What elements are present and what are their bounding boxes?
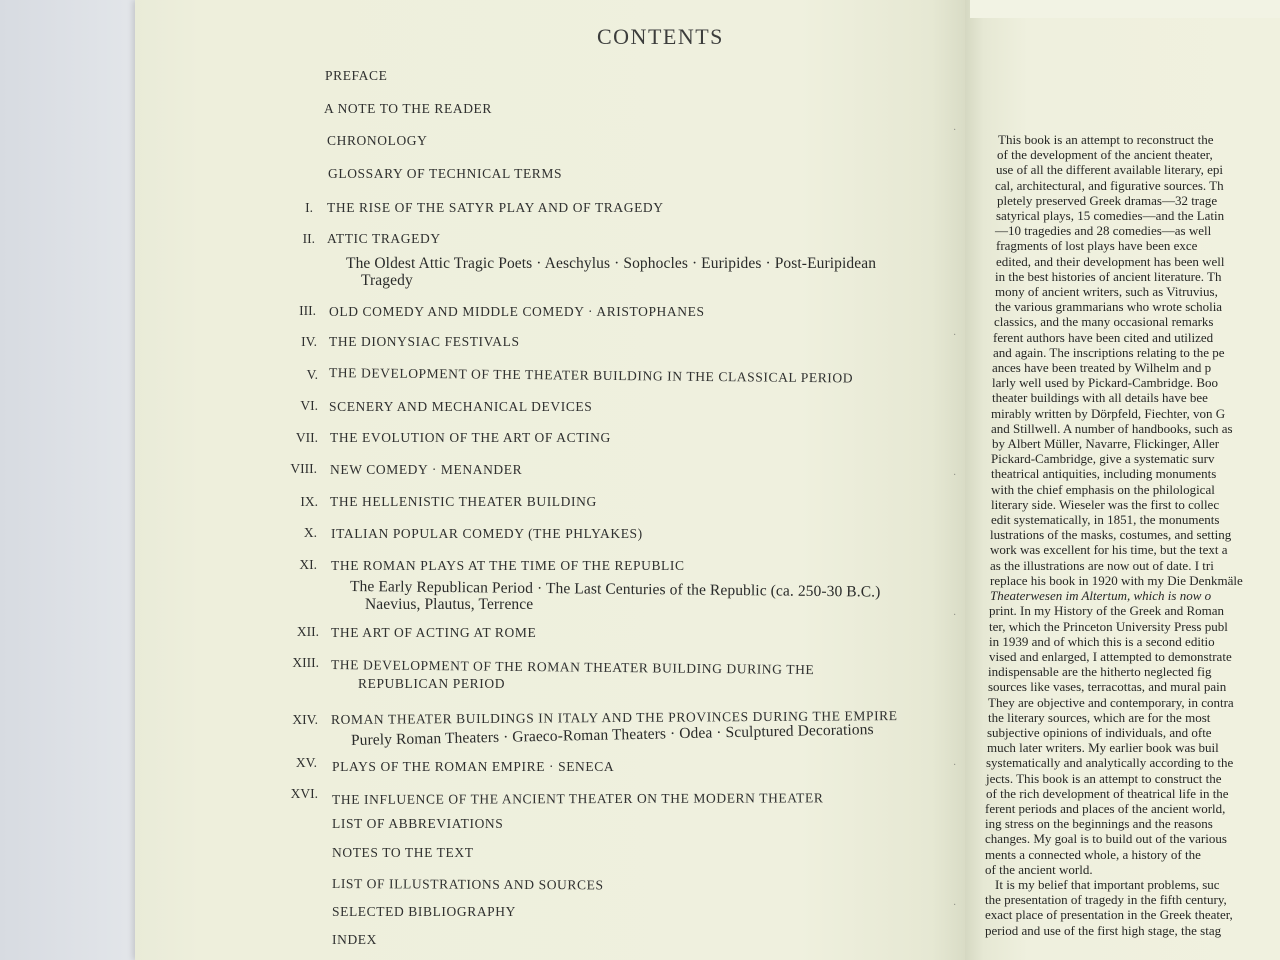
chapter-title: THE ART OF ACTING AT ROME xyxy=(331,625,537,640)
chapter-number: XVI. xyxy=(290,786,318,801)
toc-bibliography: SELECTED BIBLIOGRAPHY xyxy=(332,904,516,919)
toc-preface: PREFACE xyxy=(325,68,388,83)
preface-line: Pickard-Cambridge, give a systematic surv xyxy=(991,451,1215,467)
preface-line: and Stillwell. A number of handbooks, such as xyxy=(991,420,1233,436)
chapter-title: THE HELLENISTIC THEATER BUILDING xyxy=(330,494,597,509)
toc-glossary: GLOSSARY OF TECHNICAL TERMS xyxy=(328,166,563,181)
chapter-title: THE EVOLUTION OF THE ART OF ACTING xyxy=(330,430,611,445)
chapter-title: NEW COMEDY · MENANDER xyxy=(330,462,523,477)
preface-line: ter, which the Princeton University Press publ xyxy=(989,618,1228,634)
gutter-mark: · xyxy=(953,760,957,771)
preface-line: subjective opinions of individuals, and ofte xyxy=(987,724,1212,740)
preface-line: mony of ancient writers, such as Vitruvius, xyxy=(995,284,1218,300)
preface-line: larly well used by Pickard-Cambridge. Boo xyxy=(992,375,1219,391)
chapter-subtopics-cont: Naevius, Plautus, Terrence xyxy=(365,596,534,613)
preface-line: sources like vases, terracottas, and mural pain xyxy=(988,679,1227,695)
gutter-mark: · xyxy=(953,125,957,136)
chapter-subtopics: The Oldest Attic Tragic Poets · Aeschylus · Sophocles · Euripides · Post-Euripidean xyxy=(346,255,877,272)
preface-line: satyrical plays, 15 comedies—and the Latin xyxy=(996,208,1225,224)
chapter-title: THE ROMAN PLAYS AT THE TIME OF THE REPUBLIC xyxy=(331,558,685,573)
preface-line: print. In my History of the Greek and Roman xyxy=(989,603,1225,619)
gutter-mark: · xyxy=(953,900,957,911)
preface-line: of the development of the ancient theater, xyxy=(997,147,1213,163)
preface-line: fragments of lost plays have been exce xyxy=(996,238,1198,254)
chapter-number: XI. xyxy=(299,557,317,572)
gutter-mark: · xyxy=(953,330,957,341)
preface-line: work was excellent for his time, but the text a xyxy=(990,542,1228,558)
chapter-number: I. xyxy=(305,200,313,215)
toc-abbreviations: LIST OF ABBREVIATIONS xyxy=(332,816,504,831)
chapter-number: II. xyxy=(302,231,315,246)
preface-line: classics, and the many occasional remarks xyxy=(994,314,1214,330)
chapter-subtopics: The Early Republican Period · The Last Centuries of the Republic (ca. 250-30 B.C.) xyxy=(349,578,881,601)
preface-line: They are objective and contemporary, in contra xyxy=(988,694,1234,710)
preface-line: the presentation of tragedy in the fifth century, xyxy=(985,892,1227,908)
chapter-number: IV. xyxy=(301,334,317,349)
chapter-subtopics: Purely Roman Theaters · Graeco-Roman Theaters · Odea · Sculptured Decorations xyxy=(350,721,874,749)
preface-text xyxy=(985,132,1280,938)
preface-line: as the illustrations are now out of date. I tri xyxy=(990,557,1214,573)
preface-line: lustrations of the masks, costumes, and setting xyxy=(990,527,1232,543)
preface-line: and again. The inscriptions relating to the pe xyxy=(993,344,1225,360)
chapter-title: ATTIC TRAGEDY xyxy=(327,231,441,246)
preface-line: theatrical antiquities, including monuments xyxy=(991,466,1217,482)
preface-line: ing stress on the beginnings and the reasons xyxy=(985,816,1213,832)
preface-line: much later writers. My earlier book was buil xyxy=(987,740,1219,756)
preface-line: This book is an attempt to reconstruct the xyxy=(998,132,1214,147)
toc-index: INDEX xyxy=(332,932,377,947)
preface-line: It is my belief that important problems, suc xyxy=(995,876,1220,892)
preface-line: ances have been treated by Wilhelm and p xyxy=(992,360,1212,376)
toc-chronology: CHRONOLOGY xyxy=(327,133,428,148)
preface-line: the literary sources, which are for the most xyxy=(988,709,1211,725)
chapter-number: XIV. xyxy=(292,712,318,727)
chapter-number: VI. xyxy=(300,398,318,413)
preface-line: indispensable are the hitherto neglected fig xyxy=(988,664,1212,680)
preface-line: exact place of presentation in the Greek theater, xyxy=(985,907,1233,923)
preface-line: vised and enlarged, I attempted to demonstrate xyxy=(989,648,1232,664)
preface-line: ferent authors have been cited and utilized xyxy=(993,329,1214,345)
left-page xyxy=(135,0,965,960)
preface-line: systematically and analytically according to the xyxy=(986,755,1234,771)
preface-line: ferent periods and places of the ancient world, xyxy=(985,800,1226,816)
desk-background xyxy=(0,0,140,960)
preface-line: period and use of the first high stage, the stag xyxy=(985,922,1222,938)
preface-line: in the best histories of ancient literature. Th xyxy=(995,268,1222,284)
preface-line: —10 tragedies and 28 comedies—as well xyxy=(995,223,1212,239)
chapter-number: X. xyxy=(303,525,317,540)
preface-line: theater buildings with all details have bee xyxy=(992,390,1208,406)
chapter-number: XII. xyxy=(296,624,319,639)
preface-line: literary side. Wieseler was the first to collec xyxy=(991,496,1220,512)
preface-line: mirably written by Dörpfeld, Fiechter, von G xyxy=(991,405,1226,421)
gutter-mark: · xyxy=(953,610,957,621)
preface-line: edited, and their development has been well xyxy=(996,253,1225,269)
preface-line: jects. This book is an attempt to construct the xyxy=(986,770,1222,786)
preface-line: of the ancient world. xyxy=(985,861,1093,877)
preface-line: use of all the different available literary, epi xyxy=(996,162,1224,178)
preface-line: of the rich development of theatrical life in the xyxy=(986,785,1229,801)
preface-line: cal, architectural, and figurative sources. Th xyxy=(995,177,1224,193)
chapter-number: IX. xyxy=(300,494,318,509)
chapter-title: THE RISE OF THE SATYR PLAY AND OF TRAGEDY xyxy=(327,200,664,215)
right-page-top-edge xyxy=(970,0,1280,18)
toc-illustrations: LIST OF ILLUSTRATIONS AND SOURCES xyxy=(331,876,604,893)
preface-line: in 1939 and of which this is a second editio xyxy=(989,633,1215,649)
chapter-title: OLD COMEDY AND MIDDLE COMEDY · ARISTOPHANES xyxy=(329,304,705,319)
toc-note-to-reader: A NOTE TO THE READER xyxy=(324,101,493,116)
chapter-number: VII. xyxy=(295,430,318,445)
preface-line: ments a connected whole, a history of the xyxy=(985,846,1201,862)
preface-line: replace his book in 1920 with my Die Denkmäle xyxy=(990,572,1243,588)
chapter-number: III. xyxy=(299,303,316,318)
toc-notes: NOTES TO THE TEXT xyxy=(332,845,474,860)
preface-line: Theaterwesen im Altertum, which is now o xyxy=(990,588,1212,604)
preface-line: by Albert Müller, Navarre, Flickinger, Aller xyxy=(992,436,1220,452)
chapter-title: PLAYS OF THE ROMAN EMPIRE · SENECA xyxy=(332,759,615,774)
chapter-subtopics-cont: Tragedy xyxy=(361,272,413,289)
preface-line: with the chief emphasis on the philological xyxy=(991,481,1215,497)
chapter-title: ITALIAN POPULAR COMEDY (THE PHLYAKES) xyxy=(331,526,643,541)
chapter-title: THE DIONYSIAC FESTIVALS xyxy=(329,334,520,349)
chapter-title: SCENERY AND MECHANICAL DEVICES xyxy=(329,399,593,414)
preface-line: changes. My goal is to build out of the various xyxy=(985,831,1227,847)
chapter-number: XV. xyxy=(295,755,317,770)
gutter-mark: · xyxy=(953,470,957,481)
chapter-title: THE INFLUENCE OF THE ANCIENT THEATER ON THE MODERN THEATER xyxy=(331,790,824,807)
chapter-title: ROMAN THEATER BUILDINGS IN ITALY AND THE PROVINCES DURING THE EMPIRE xyxy=(330,708,898,727)
preface-line: pletely preserved Greek dramas—32 trage xyxy=(997,192,1218,208)
chapter-number: XIII. xyxy=(292,655,319,670)
chapter-number: VIII. xyxy=(290,461,317,476)
contents-title: CONTENTS xyxy=(597,24,724,49)
chapter-title: THE DEVELOPMENT OF THE THEATER BUILDING IN THE CLASSICAL PERIOD xyxy=(328,365,854,386)
chapter-title-cont: REPUBLICAN PERIOD xyxy=(358,676,506,691)
preface-line: edit systematically, in 1851, the monuments xyxy=(991,512,1220,528)
chapter-title: THE DEVELOPMENT OF THE ROMAN THEATER BUILDING DURING THE xyxy=(330,657,815,678)
preface-line: the various grammarians who wrote scholia xyxy=(995,299,1223,315)
chapter-number: V. xyxy=(306,367,318,382)
